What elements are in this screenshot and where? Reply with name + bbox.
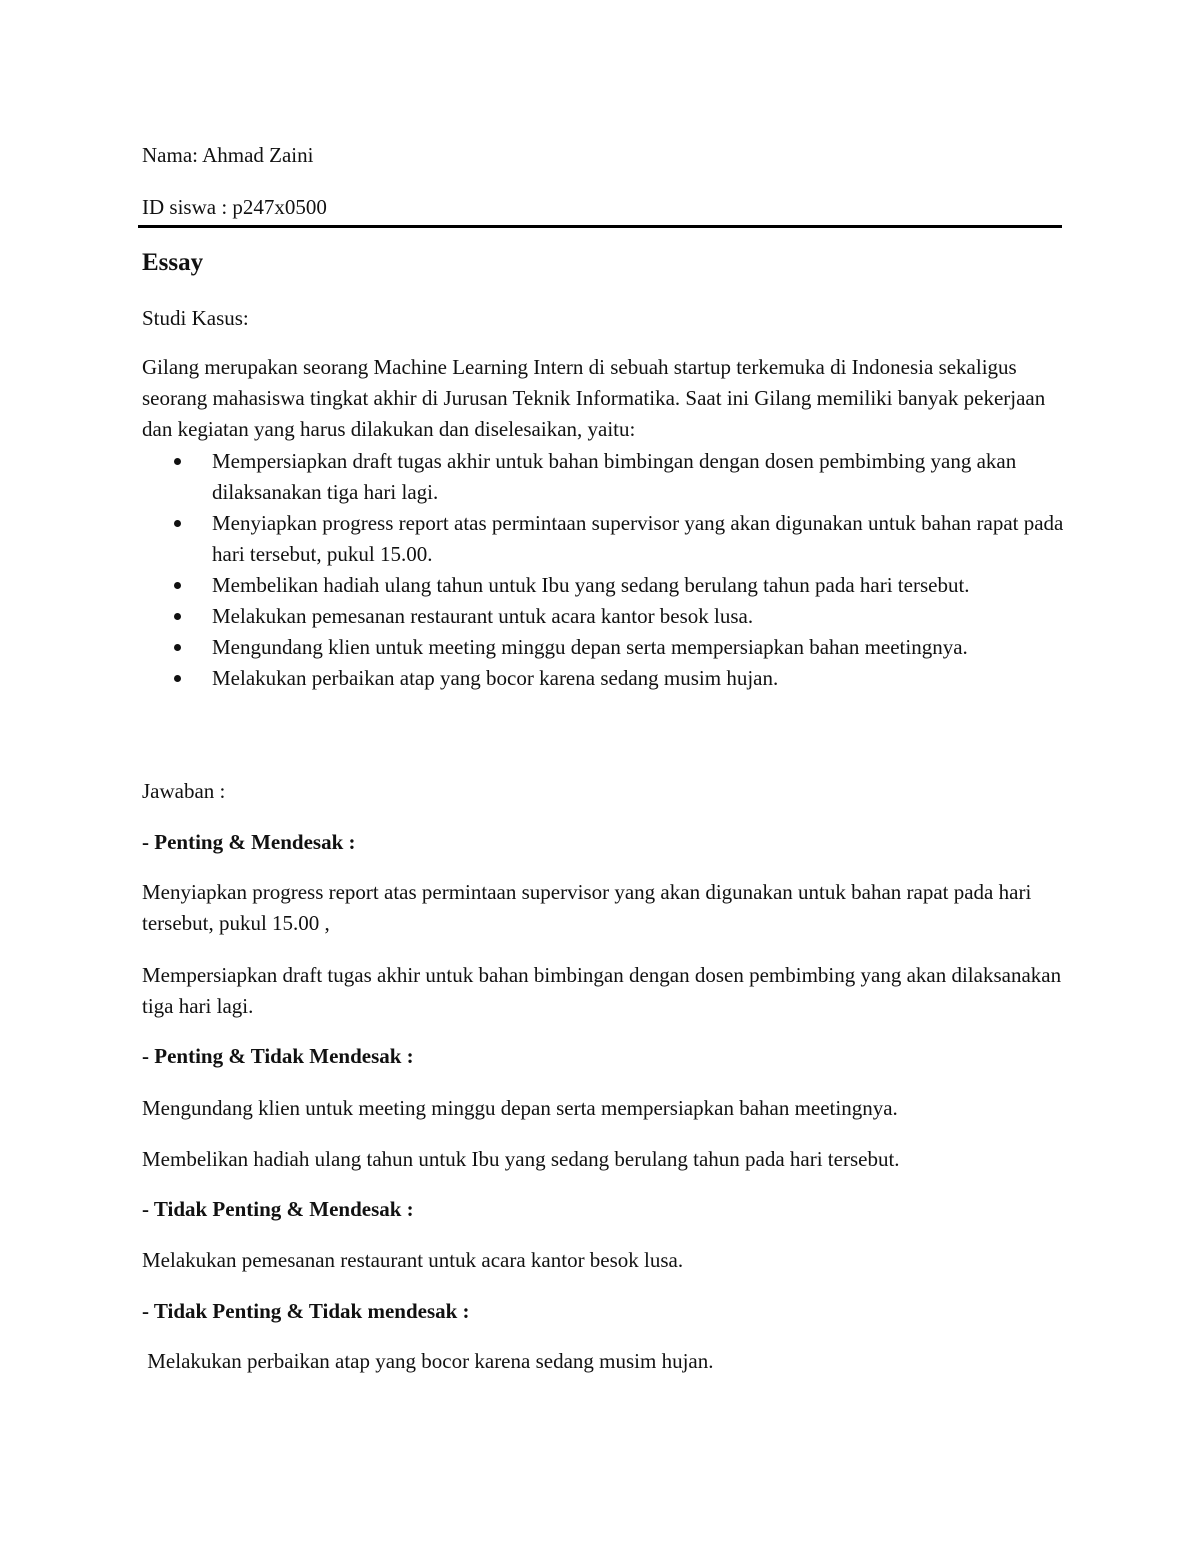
answer-item: Melakukan perbaikan atap yang bocor karena sedang musim hujan. (142, 1349, 714, 1373)
answer-item: Mengundang klien untuk meeting minggu depan serta mempersiapkan bahan meetingnya. (142, 1096, 898, 1120)
list-item-text: Mempersiapkan draft tugas akhir untuk bahan bimbingan dengan dosen pembimbing yang akan dilaksanakan tiga hari lagi. (212, 449, 1017, 504)
bullet-icon (174, 613, 181, 620)
bullet-icon (174, 644, 181, 651)
list-item (142, 446, 1072, 508)
list-item-text: Membelikan hadiah ulang tahun untuk Ibu yang sedang berulang tahun pada hari tersebut. (212, 573, 970, 597)
list-item-text: Menyiapkan progress report atas permintaan supervisor yang akan digunakan untuk bahan rapat pada hari tersebut, pukul 15.00. (212, 511, 1064, 566)
list-item (142, 601, 1072, 632)
essay-title: Essay (142, 249, 204, 276)
list-item (142, 508, 1072, 570)
horizontal-rule (138, 225, 1062, 228)
student-name: Nama: Ahmad Zaini (142, 143, 314, 167)
bullet-icon (174, 582, 181, 589)
list-item (142, 632, 1072, 663)
list-item-text: Mengundang klien untuk meeting minggu depan serta mempersiapkan bahan meetingnya. (212, 635, 968, 659)
student-id: ID siswa : p247x0500 (142, 195, 327, 219)
section-heading: - Penting & Mendesak : (142, 830, 356, 854)
answer-item: Membelikan hadiah ulang tahun untuk Ibu yang sedang berulang tahun pada hari tersebut. (142, 1147, 900, 1171)
answer-item: Menyiapkan progress report atas permintaan supervisor yang akan digunakan untuk bahan rapat pada hari tersebut, pukul 15.00 , (142, 880, 1032, 935)
answer-label: Jawaban : (142, 779, 226, 803)
section-heading: - Tidak Penting & Tidak mendesak : (142, 1299, 470, 1323)
answer-item: Melakukan pemesanan restaurant untuk acara kantor besok lusa. (142, 1248, 684, 1272)
case-label: Studi Kasus: (142, 306, 249, 330)
list-item (142, 663, 1072, 694)
case-intro: Gilang merupakan seorang Machine Learning Intern di sebuah startup terkemuka di Indonesia sekaligus seorang mahasiswa tingkat akhir di Jurusan Teknik Informatika. Saat ini Gilang memiliki banyak pekerjaan dan kegiatan yang harus dilakukan dan diselesaikan, yaitu: (142, 355, 1046, 441)
list-item (142, 570, 1072, 601)
answer-item: Mempersiapkan draft tugas akhir untuk bahan bimbingan dengan dosen pembimbing yang akan dilaksanakan tiga hari lagi. (142, 963, 1062, 1018)
bullet-icon (174, 458, 181, 465)
list-item-text: Melakukan perbaikan atap yang bocor karena sedang musim hujan. (212, 666, 779, 690)
bullet-icon (174, 675, 181, 682)
task-list (142, 446, 1072, 694)
section-heading: - Tidak Penting & Mendesak : (142, 1197, 414, 1221)
bullet-icon (174, 520, 181, 527)
section-heading: - Penting & Tidak Mendesak : (142, 1044, 414, 1068)
list-item-text: Melakukan pemesanan restaurant untuk acara kantor besok lusa. (212, 604, 754, 628)
